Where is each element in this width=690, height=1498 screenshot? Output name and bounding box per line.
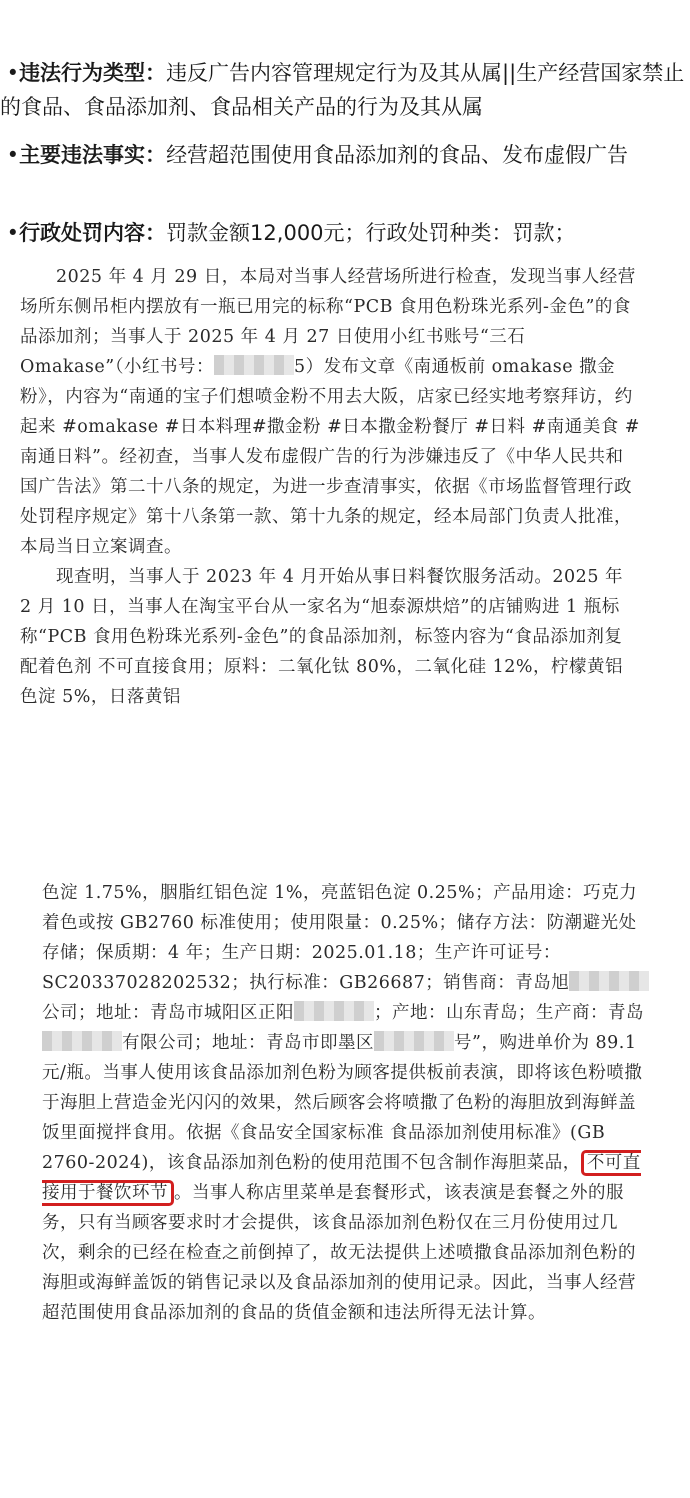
- para1-text-b: 5）发布文章《南通板前 omakase 撒金粉》，内容为“南通的宝子们想喷金粉不用去大阪，店家已经实地考察拜访，约起来 #omakase #日本料理#撒金粉 #日本撒金粉餐厅 #日料 #南通美食 #南通日料”。经初查，当事人发布虚假广告的行为涉嫌违反了《中华人民共和国广告法》第二十八条的规定，为进一步查清事实，依据《市场监督管理行政处罚程序规定》第十八条第一款、第十九条的规定，经本局部门负责人批准，本局当日立案调查。: [20, 357, 640, 557]
- redacted-block: [569, 971, 649, 991]
- violation-type-label: 违法行为类型：: [19, 61, 167, 85]
- redacted-block: [294, 1001, 374, 1021]
- violation-type-value: 违反广告内容管理规定行为及其从属||生产经营国家禁止的食品、食品添加剂、食品相关产品的行为及其从属: [0, 61, 685, 119]
- para3-text-b: 公司；地址：青岛市城阳区正阳: [42, 1003, 294, 1023]
- para3-text-c: ；产地：山东青岛；生产商：青岛: [374, 1003, 644, 1023]
- violation-type-row: [0, 56, 690, 124]
- penalty-row: [0, 216, 690, 250]
- para3-text-a: 色淀 1.75%，胭脂红铝色淀 1%，亮蓝铝色淀 0.25%；产品用途：巧克力着色或按 GB2760 标准使用；使用限量：0.25%；储存方法：防潮避光处存储；保质期：4 年；生产日期：2025.01.18；生产许可证号：SC20337028202532；执行标准：GB26687；销售商：青岛旭: [42, 883, 638, 993]
- bullet: •: [0, 143, 20, 167]
- penalty-value: 罚款金额12,000元；行政处罚种类：罚款；: [166, 221, 576, 245]
- redacted-block: [374, 1031, 454, 1051]
- para1-text-a: 2025 年 4 月 29 日，本局对当事人经营场所进行检查，发现当事人经营场所东侧吊柜内摆放有一瓶已用完的标称“PCB 食用色粉珠光系列-金色”的食品添加剂；当事人于 2025 年 4 月 27 日使用小红书账号“三石 Omakase”（小红书号：: [20, 267, 636, 377]
- para3-text-e: 号”，购进单价为 89.1 元/瓶。当事人使用该食品添加剂色粉为顾客提供板前表演，即将该色粉喷撒于海胆上营造金光闪闪的效果，然后顾客会将喷撒了色粉的海胆放到海鲜盖饭里面搅拌食用。依据《食品安全国家标准 食品添加剂使用标准》(GB 2760-2024)，该食品添加剂色粉的使用范围不包含制作海胆菜品，: [42, 1033, 643, 1173]
- main-fact-row: [0, 138, 690, 172]
- penalty-label: 行政处罚内容：: [19, 221, 167, 245]
- main-fact-label: 主要违法事实：: [19, 143, 167, 167]
- main-fact-value: 经营超范围使用食品添加剂的食品、发布虚假广告: [166, 143, 629, 167]
- paragraph-continuation: [42, 878, 652, 1328]
- para3-text-d: 有限公司；地址：青岛市即墨区: [122, 1033, 374, 1053]
- bullet: •: [0, 61, 20, 85]
- bullet: •: [0, 221, 20, 245]
- para2-text: 现查明，当事人于 2023 年 4 月开始从事日料餐饮服务活动。2025 年 2 月 10 日，当事人在淘宝平台从一家名为“旭泰源烘焙”的店铺购进 1 瓶标称“PCB 食用色粉珠光系列-金色”的食品添加剂，标签内容为“食品添加剂复配着色剂 不可直接食用；原料：二氧化钛 80%，二氧化硅 12%，柠檬黄铝色淀 5%，日落黄铝: [20, 567, 624, 707]
- paragraph-inspection: [20, 262, 640, 712]
- highlighted-phrase: 不可直接用于餐饮环节: [42, 1150, 641, 1206]
- redacted-block: [214, 355, 294, 375]
- para3-text-f: 。当事人称店里菜单是套餐形式，该表演是套餐之外的服务，只有当顾客要求时才会提供，该食品添加剂色粉仅在三月份使用过几次，剩余的已经在检查之前倒掉了，故无法提供上述喷撒食品添加剂色粉的海胆或海鲜盖饭的销售记录以及食品添加剂的使用记录。因此，当事人经营超范围使用食品添加剂的食品的货值金额和违法所得无法计算。: [42, 1183, 636, 1323]
- redacted-block: [42, 1031, 122, 1051]
